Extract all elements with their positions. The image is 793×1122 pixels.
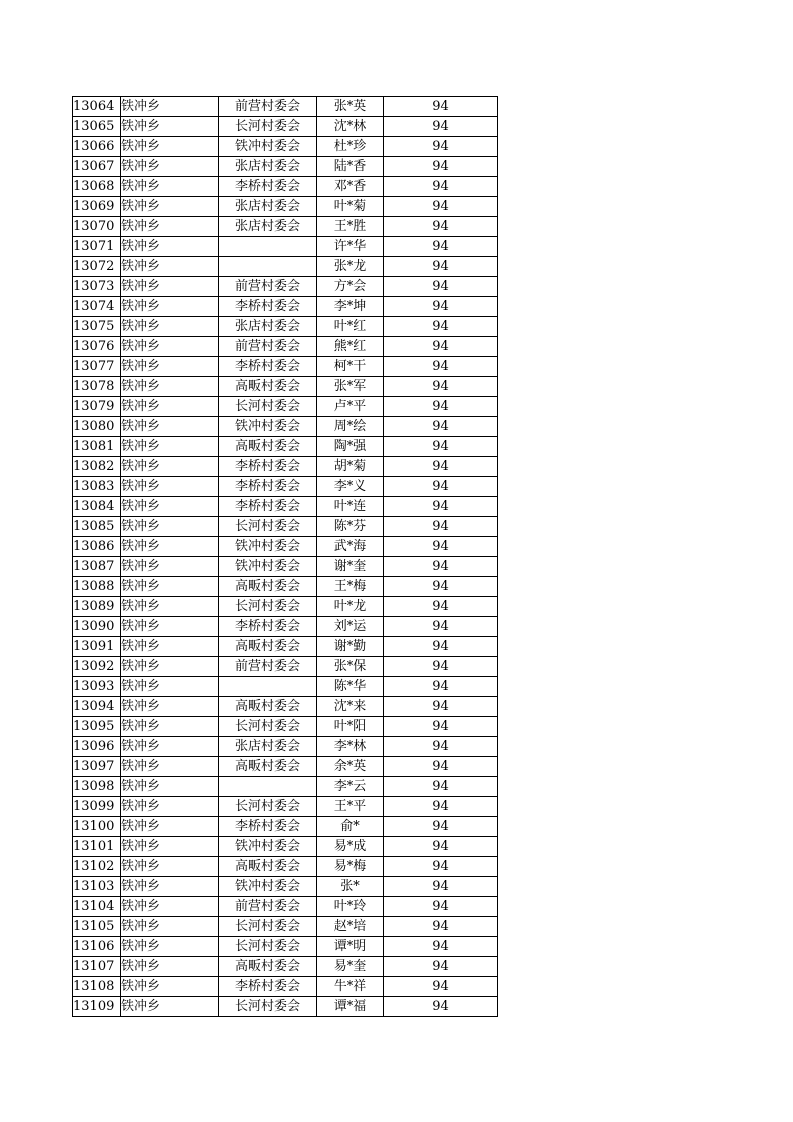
table-row [73, 917, 498, 937]
record-id-cell: 13088 [73, 577, 121, 597]
record-id-cell: 13075 [73, 317, 121, 337]
records-table-body [73, 97, 498, 1017]
record-id-cell: 13072 [73, 257, 121, 277]
person-name-cell: 谭*福 [317, 997, 384, 1017]
record-id-cell: 13082 [73, 457, 121, 477]
table-row [73, 197, 498, 217]
table-row [73, 737, 498, 757]
table-row [73, 897, 498, 917]
village-committee-cell: 长河村委会 [219, 797, 317, 817]
score-cell: 94 [384, 337, 498, 357]
village-committee-cell: 长河村委会 [219, 517, 317, 537]
score-cell: 94 [384, 617, 498, 637]
township-cell: 铁冲乡 [121, 657, 219, 677]
village-committee-cell: 长河村委会 [219, 997, 317, 1017]
score-cell: 94 [384, 457, 498, 477]
township-cell: 铁冲乡 [121, 997, 219, 1017]
score-cell: 94 [384, 217, 498, 237]
person-name-cell: 熊*红 [317, 337, 384, 357]
table-row [73, 357, 498, 377]
table-row [73, 237, 498, 257]
record-id-cell: 13099 [73, 797, 121, 817]
table-row [73, 257, 498, 277]
person-name-cell: 李*坤 [317, 297, 384, 317]
record-id-cell: 13108 [73, 977, 121, 997]
score-cell: 94 [384, 757, 498, 777]
person-name-cell: 陈*芬 [317, 517, 384, 537]
score-cell: 94 [384, 597, 498, 617]
township-cell: 铁冲乡 [121, 637, 219, 657]
record-id-cell: 13080 [73, 417, 121, 437]
score-cell: 94 [384, 237, 498, 257]
table-row [73, 857, 498, 877]
township-cell: 铁冲乡 [121, 237, 219, 257]
village-committee-cell: 高畈村委会 [219, 637, 317, 657]
table-row [73, 177, 498, 197]
village-committee-cell: 长河村委会 [219, 937, 317, 957]
person-name-cell: 王*梅 [317, 577, 384, 597]
person-name-cell: 易*梅 [317, 857, 384, 877]
record-id-cell: 13097 [73, 757, 121, 777]
score-cell: 94 [384, 557, 498, 577]
table-row [73, 297, 498, 317]
township-cell: 铁冲乡 [121, 477, 219, 497]
table-row [73, 437, 498, 457]
village-committee-cell: 李桥村委会 [219, 817, 317, 837]
township-cell: 铁冲乡 [121, 797, 219, 817]
village-committee-cell: 张店村委会 [219, 217, 317, 237]
score-cell: 94 [384, 537, 498, 557]
table-row [73, 937, 498, 957]
score-cell: 94 [384, 677, 498, 697]
record-id-cell: 13071 [73, 237, 121, 257]
record-id-cell: 13077 [73, 357, 121, 377]
score-cell: 94 [384, 837, 498, 857]
village-committee-cell: 长河村委会 [219, 397, 317, 417]
township-cell: 铁冲乡 [121, 197, 219, 217]
person-name-cell: 卢*平 [317, 397, 384, 417]
village-committee-cell: 高畈村委会 [219, 437, 317, 457]
village-committee-cell: 高畈村委会 [219, 577, 317, 597]
table-row [73, 577, 498, 597]
person-name-cell: 陈*华 [317, 677, 384, 697]
village-committee-cell: 铁冲村委会 [219, 137, 317, 157]
village-committee-cell: 铁冲村委会 [219, 877, 317, 897]
record-id-cell: 13079 [73, 397, 121, 417]
score-cell: 94 [384, 697, 498, 717]
village-committee-cell: 李桥村委会 [219, 177, 317, 197]
township-cell: 铁冲乡 [121, 617, 219, 637]
table-row [73, 517, 498, 537]
village-committee-cell [219, 237, 317, 257]
township-cell: 铁冲乡 [121, 957, 219, 977]
score-cell: 94 [384, 777, 498, 797]
person-name-cell: 刘*运 [317, 617, 384, 637]
township-cell: 铁冲乡 [121, 457, 219, 477]
record-id-cell: 13073 [73, 277, 121, 297]
township-cell: 铁冲乡 [121, 377, 219, 397]
record-id-cell: 13064 [73, 97, 121, 117]
village-committee-cell [219, 777, 317, 797]
person-name-cell: 易*奎 [317, 957, 384, 977]
village-committee-cell: 前营村委会 [219, 337, 317, 357]
village-committee-cell: 长河村委会 [219, 717, 317, 737]
record-id-cell: 13089 [73, 597, 121, 617]
table-row [73, 477, 498, 497]
person-name-cell: 张*军 [317, 377, 384, 397]
score-cell: 94 [384, 117, 498, 137]
township-cell: 铁冲乡 [121, 497, 219, 517]
township-cell: 铁冲乡 [121, 337, 219, 357]
person-name-cell: 谢*勤 [317, 637, 384, 657]
township-cell: 铁冲乡 [121, 737, 219, 757]
township-cell: 铁冲乡 [121, 977, 219, 997]
table-row [73, 537, 498, 557]
score-cell: 94 [384, 977, 498, 997]
table-row [73, 617, 498, 637]
person-name-cell: 许*华 [317, 237, 384, 257]
village-committee-cell: 铁冲村委会 [219, 417, 317, 437]
person-name-cell: 周*绘 [317, 417, 384, 437]
table-row [73, 797, 498, 817]
village-committee-cell: 铁冲村委会 [219, 557, 317, 577]
table-row [73, 457, 498, 477]
table-row [73, 657, 498, 677]
person-name-cell: 叶*红 [317, 317, 384, 337]
person-name-cell: 王*平 [317, 797, 384, 817]
record-id-cell: 13109 [73, 997, 121, 1017]
person-name-cell: 余*英 [317, 757, 384, 777]
score-cell: 94 [384, 97, 498, 117]
village-committee-cell: 高畈村委会 [219, 377, 317, 397]
score-cell: 94 [384, 637, 498, 657]
person-name-cell: 谭*明 [317, 937, 384, 957]
person-name-cell: 邓*香 [317, 177, 384, 197]
table-row [73, 877, 498, 897]
township-cell: 铁冲乡 [121, 917, 219, 937]
record-id-cell: 13107 [73, 957, 121, 977]
record-id-cell: 13096 [73, 737, 121, 757]
score-cell: 94 [384, 737, 498, 757]
person-name-cell: 张*龙 [317, 257, 384, 277]
record-id-cell: 13066 [73, 137, 121, 157]
person-name-cell: 俞* [317, 817, 384, 837]
township-cell: 铁冲乡 [121, 757, 219, 777]
score-cell: 94 [384, 417, 498, 437]
township-cell: 铁冲乡 [121, 517, 219, 537]
record-id-cell: 13106 [73, 937, 121, 957]
village-committee-cell: 前营村委会 [219, 657, 317, 677]
village-committee-cell: 高畈村委会 [219, 857, 317, 877]
person-name-cell: 陶*强 [317, 437, 384, 457]
table-row [73, 117, 498, 137]
township-cell: 铁冲乡 [121, 777, 219, 797]
record-id-cell: 13103 [73, 877, 121, 897]
record-id-cell: 13091 [73, 637, 121, 657]
table-row [73, 397, 498, 417]
score-cell: 94 [384, 897, 498, 917]
table-row [73, 97, 498, 117]
person-name-cell: 王*胜 [317, 217, 384, 237]
person-name-cell: 易*成 [317, 837, 384, 857]
township-cell: 铁冲乡 [121, 717, 219, 737]
village-committee-cell: 李桥村委会 [219, 297, 317, 317]
village-committee-cell: 长河村委会 [219, 597, 317, 617]
table-row [73, 637, 498, 657]
township-cell: 铁冲乡 [121, 817, 219, 837]
table-row [73, 597, 498, 617]
township-cell: 铁冲乡 [121, 877, 219, 897]
village-committee-cell: 前营村委会 [219, 897, 317, 917]
table-row [73, 977, 498, 997]
record-id-cell: 13085 [73, 517, 121, 537]
person-name-cell: 牛*祥 [317, 977, 384, 997]
table-row [73, 497, 498, 517]
person-name-cell: 叶*连 [317, 497, 384, 517]
village-committee-cell: 前营村委会 [219, 277, 317, 297]
person-name-cell: 叶*龙 [317, 597, 384, 617]
score-cell: 94 [384, 317, 498, 337]
township-cell: 铁冲乡 [121, 157, 219, 177]
table-row [73, 697, 498, 717]
township-cell: 铁冲乡 [121, 357, 219, 377]
village-committee-cell: 李桥村委会 [219, 977, 317, 997]
score-cell: 94 [384, 717, 498, 737]
record-id-cell: 13078 [73, 377, 121, 397]
score-cell: 94 [384, 997, 498, 1017]
table-row [73, 837, 498, 857]
village-committee-cell: 李桥村委会 [219, 457, 317, 477]
person-name-cell: 胡*菊 [317, 457, 384, 477]
record-id-cell: 13098 [73, 777, 121, 797]
table-row [73, 757, 498, 777]
score-cell: 94 [384, 817, 498, 837]
record-id-cell: 13105 [73, 917, 121, 937]
person-name-cell: 陆*香 [317, 157, 384, 177]
township-cell: 铁冲乡 [121, 277, 219, 297]
score-cell: 94 [384, 257, 498, 277]
person-name-cell: 武*海 [317, 537, 384, 557]
score-cell: 94 [384, 577, 498, 597]
record-id-cell: 13100 [73, 817, 121, 837]
table-row [73, 997, 498, 1017]
records-table [72, 96, 498, 1017]
record-id-cell: 13083 [73, 477, 121, 497]
table-row [73, 317, 498, 337]
score-cell: 94 [384, 917, 498, 937]
record-id-cell: 13076 [73, 337, 121, 357]
village-committee-cell: 前营村委会 [219, 97, 317, 117]
score-cell: 94 [384, 297, 498, 317]
person-name-cell: 张*保 [317, 657, 384, 677]
township-cell: 铁冲乡 [121, 597, 219, 617]
person-name-cell: 沈*来 [317, 697, 384, 717]
village-committee-cell [219, 677, 317, 697]
record-id-cell: 13092 [73, 657, 121, 677]
village-committee-cell: 张店村委会 [219, 737, 317, 757]
village-committee-cell: 李桥村委会 [219, 477, 317, 497]
score-cell: 94 [384, 877, 498, 897]
township-cell: 铁冲乡 [121, 697, 219, 717]
record-id-cell: 13087 [73, 557, 121, 577]
person-name-cell: 李*林 [317, 737, 384, 757]
village-committee-cell: 张店村委会 [219, 157, 317, 177]
person-name-cell: 柯*干 [317, 357, 384, 377]
township-cell: 铁冲乡 [121, 317, 219, 337]
village-committee-cell [219, 257, 317, 277]
table-row [73, 277, 498, 297]
person-name-cell: 叶*阳 [317, 717, 384, 737]
village-committee-cell: 李桥村委会 [219, 617, 317, 637]
person-name-cell: 张*英 [317, 97, 384, 117]
person-name-cell: 叶*玲 [317, 897, 384, 917]
record-id-cell: 13070 [73, 217, 121, 237]
table-row [73, 817, 498, 837]
village-committee-cell: 李桥村委会 [219, 497, 317, 517]
record-id-cell: 13095 [73, 717, 121, 737]
table-row [73, 777, 498, 797]
township-cell: 铁冲乡 [121, 537, 219, 557]
township-cell: 铁冲乡 [121, 937, 219, 957]
village-committee-cell: 张店村委会 [219, 317, 317, 337]
score-cell: 94 [384, 797, 498, 817]
score-cell: 94 [384, 477, 498, 497]
record-id-cell: 13067 [73, 157, 121, 177]
table-row [73, 677, 498, 697]
record-id-cell: 13069 [73, 197, 121, 217]
score-cell: 94 [384, 497, 498, 517]
person-name-cell: 李*云 [317, 777, 384, 797]
score-cell: 94 [384, 377, 498, 397]
score-cell: 94 [384, 197, 498, 217]
record-id-cell: 13074 [73, 297, 121, 317]
score-cell: 94 [384, 517, 498, 537]
township-cell: 铁冲乡 [121, 177, 219, 197]
table-row [73, 557, 498, 577]
record-id-cell: 13090 [73, 617, 121, 637]
person-name-cell: 沈*林 [317, 117, 384, 137]
village-committee-cell: 长河村委会 [219, 117, 317, 137]
table-row [73, 337, 498, 357]
table-row [73, 957, 498, 977]
township-cell: 铁冲乡 [121, 897, 219, 917]
table-row [73, 137, 498, 157]
table-row [73, 717, 498, 737]
village-committee-cell: 铁冲村委会 [219, 837, 317, 857]
score-cell: 94 [384, 657, 498, 677]
record-id-cell: 13065 [73, 117, 121, 137]
record-id-cell: 13093 [73, 677, 121, 697]
village-committee-cell: 高畈村委会 [219, 697, 317, 717]
table-row [73, 157, 498, 177]
record-id-cell: 13104 [73, 897, 121, 917]
record-id-cell: 13068 [73, 177, 121, 197]
score-cell: 94 [384, 437, 498, 457]
township-cell: 铁冲乡 [121, 117, 219, 137]
township-cell: 铁冲乡 [121, 217, 219, 237]
table-row [73, 417, 498, 437]
record-id-cell: 13084 [73, 497, 121, 517]
township-cell: 铁冲乡 [121, 97, 219, 117]
village-committee-cell: 高畈村委会 [219, 757, 317, 777]
record-id-cell: 13101 [73, 837, 121, 857]
township-cell: 铁冲乡 [121, 677, 219, 697]
village-committee-cell: 李桥村委会 [219, 357, 317, 377]
person-name-cell: 杜*珍 [317, 137, 384, 157]
record-id-cell: 13102 [73, 857, 121, 877]
score-cell: 94 [384, 157, 498, 177]
township-cell: 铁冲乡 [121, 137, 219, 157]
score-cell: 94 [384, 357, 498, 377]
township-cell: 铁冲乡 [121, 557, 219, 577]
score-cell: 94 [384, 177, 498, 197]
township-cell: 铁冲乡 [121, 397, 219, 417]
person-name-cell: 方*会 [317, 277, 384, 297]
score-cell: 94 [384, 937, 498, 957]
record-id-cell: 13086 [73, 537, 121, 557]
person-name-cell: 李*义 [317, 477, 384, 497]
township-cell: 铁冲乡 [121, 437, 219, 457]
record-id-cell: 13094 [73, 697, 121, 717]
table-row [73, 217, 498, 237]
township-cell: 铁冲乡 [121, 577, 219, 597]
township-cell: 铁冲乡 [121, 417, 219, 437]
village-committee-cell: 铁冲村委会 [219, 537, 317, 557]
township-cell: 铁冲乡 [121, 857, 219, 877]
person-name-cell: 谢*奎 [317, 557, 384, 577]
score-cell: 94 [384, 857, 498, 877]
score-cell: 94 [384, 137, 498, 157]
village-committee-cell: 长河村委会 [219, 917, 317, 937]
record-id-cell: 13081 [73, 437, 121, 457]
person-name-cell: 赵*培 [317, 917, 384, 937]
score-cell: 94 [384, 957, 498, 977]
person-name-cell: 张* [317, 877, 384, 897]
table-row [73, 377, 498, 397]
person-name-cell: 叶*菊 [317, 197, 384, 217]
township-cell: 铁冲乡 [121, 837, 219, 857]
score-cell: 94 [384, 397, 498, 417]
township-cell: 铁冲乡 [121, 257, 219, 277]
township-cell: 铁冲乡 [121, 297, 219, 317]
village-committee-cell: 高畈村委会 [219, 957, 317, 977]
score-cell: 94 [384, 277, 498, 297]
village-committee-cell: 张店村委会 [219, 197, 317, 217]
